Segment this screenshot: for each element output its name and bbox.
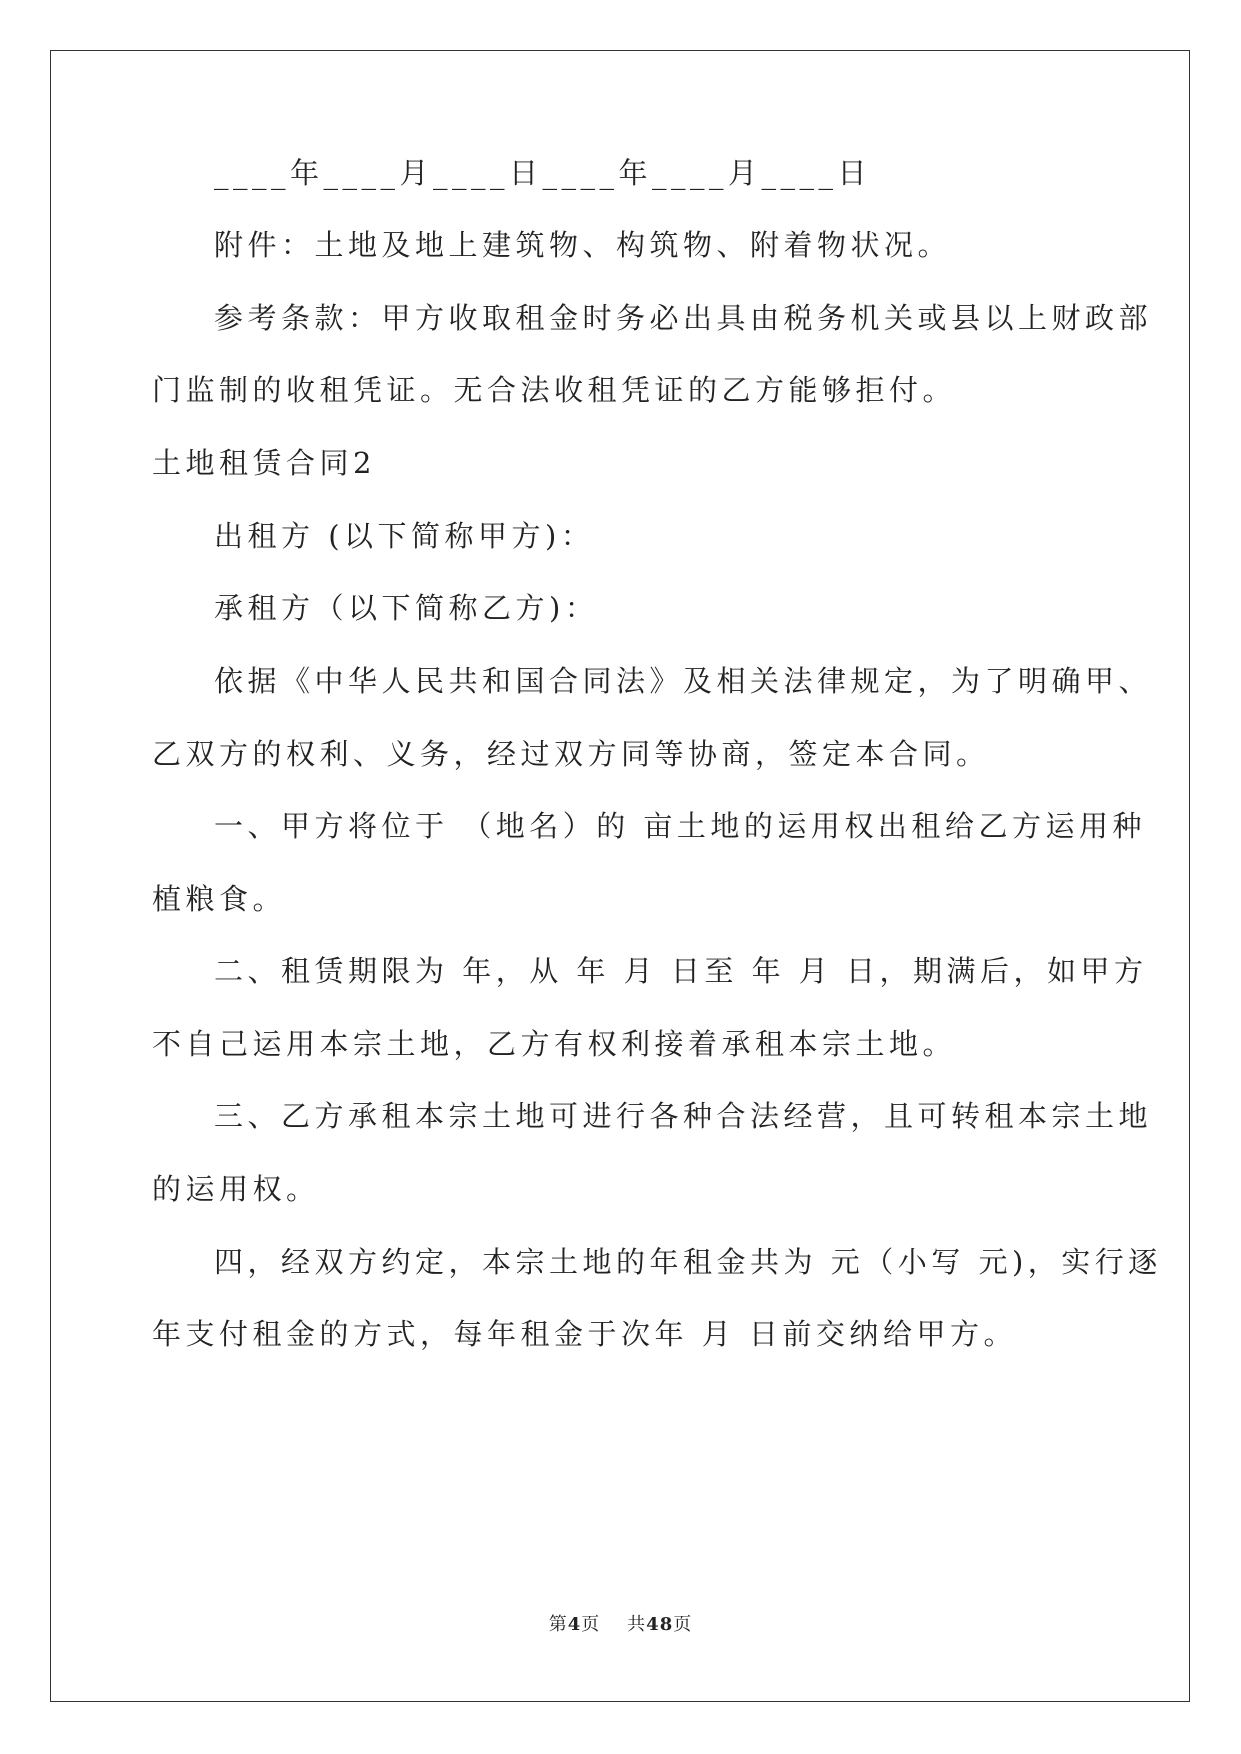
total-suffix: 页 — [673, 1614, 693, 1635]
page-footer — [0, 1613, 1241, 1637]
date-placeholder-line: ____年____月____日____年____月____日 — [214, 156, 872, 190]
preamble-line-2: 乙双方的权利、义务，经过双方同等协商，签定本合同。 — [152, 737, 990, 771]
preamble-line-1: 依据《中华人民共和国合同法》及相关法律规定，为了明确甲、 — [214, 664, 1153, 698]
lessor-line: 出租方 (以下简称甲方)： — [214, 519, 595, 553]
page-prefix: 第 — [548, 1614, 568, 1635]
clause-2-line-2: 不自己运用本宗土地，乙方有权利接着承租本宗土地。 — [152, 1027, 957, 1061]
total-prefix: 共 — [627, 1614, 647, 1635]
reference-clause-line-2: 门监制的收租凭证。无合法收租凭证的乙方能够拒付。 — [152, 373, 957, 407]
section-title: 土地租赁合同2 — [152, 446, 376, 480]
clause-4-line-2: 年支付租金的方式，每年租金于次年 月 日前交纳给甲方。 — [152, 1317, 1017, 1351]
clause-3-line-1: 三、乙方承租本宗土地可进行各种合法经营，且可转租本宗土地 — [214, 1099, 1153, 1133]
clause-1-line-1: 一、甲方将位于 （地名）的 亩土地的运用权出租给乙方运用种 — [214, 809, 1146, 843]
page-number: 4 — [567, 1614, 582, 1635]
clause-3-line-2: 的运用权。 — [152, 1172, 320, 1206]
attachment-line: 附件：土地及地上建筑物、构筑物、附着物状况。 — [214, 228, 952, 262]
reference-clause-line-1: 参考条款：甲方收取租金时务必出具由税务机关或县以上财政部 — [214, 301, 1153, 335]
lessee-line: 承租方（以下简称乙方)： — [214, 591, 599, 625]
clause-2-line-1: 二、租赁期限为 年，从 年 月 日至 年 月 日，期满后，如甲方 — [214, 954, 1148, 988]
clause-1-line-2: 植粮食。 — [152, 882, 287, 916]
total-pages: 48 — [646, 1614, 674, 1635]
clause-4-line-1: 四，经双方约定，本宗土地的年租金共为 元（小写 元)，实行逐 — [214, 1245, 1162, 1279]
page-suffix: 页 — [581, 1614, 601, 1635]
